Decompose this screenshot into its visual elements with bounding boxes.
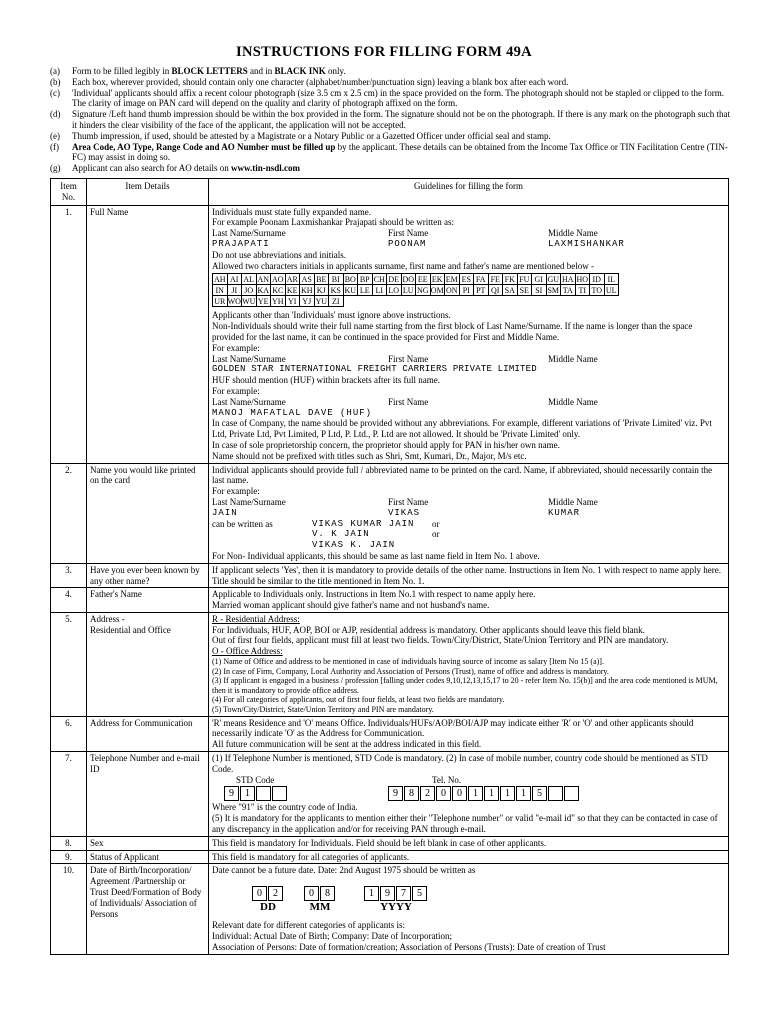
initial-cell: AS: [300, 274, 315, 285]
initial-cell: BI: [329, 274, 344, 285]
initial-cell: EE: [416, 274, 431, 285]
guideline-text: Allowed two characters initials in applicants surname, first name and father's name are mentioned below -: [212, 260, 594, 271]
table-row: [51, 836, 729, 850]
name-headers: [212, 228, 725, 239]
col-header-first: First Name: [388, 496, 429, 507]
instruction-marker: (a): [50, 66, 60, 76]
instruction-text: Signature /Left hand thumb impression should be within the box provided in the form. The signature should not be on the photograph. If there is any mark on the photograph such that it hinders the clear visibility of the face of the applicant, the application will not be accepted.: [72, 109, 730, 130]
instruction-marker: (d): [50, 109, 61, 120]
instruction-marker: (g): [50, 163, 61, 174]
item-number: 5.: [51, 612, 87, 716]
initial-cell: OM: [430, 285, 444, 295]
initial-cell: QI: [488, 285, 503, 296]
item-number: 6.: [51, 716, 87, 751]
item-label: [87, 612, 209, 716]
guideline-text: (5) It is mandatory for the applicants to mention either their "Telephone number" or valid "e-mail id" so that they can be contacted in case of any discrepancy in the application and/or for receiving PAN through e-mail.: [212, 813, 718, 835]
initial-cell: PI: [459, 285, 474, 296]
initial-cell: ON: [445, 285, 458, 295]
col-header-first: First Name: [388, 396, 429, 407]
guideline-text: This field is mandatory for Individuals. Field should be left blank in case of other applicants.: [209, 836, 729, 850]
instruction-list: [50, 66, 730, 174]
initial-cell: JI: [227, 285, 242, 296]
tel-digit-box: 9: [388, 786, 403, 801]
initial-cell: WU: [242, 296, 256, 306]
initial-cell: TI: [575, 285, 590, 296]
name-headers: [212, 497, 725, 508]
std-digit-box: [256, 786, 271, 801]
tel-digit-box: 1: [484, 786, 499, 801]
initial-cell: LO: [388, 285, 400, 295]
initial-cell: UL: [605, 285, 617, 295]
guideline-text: Where "91" is the country code of India.: [212, 802, 358, 813]
guidelines-table: [50, 178, 729, 955]
instruction-item: [50, 142, 730, 164]
initial-cell: AN: [257, 274, 270, 284]
table-row: [51, 864, 729, 954]
table-row: [51, 463, 729, 563]
item-label-line: Address -: [90, 613, 125, 624]
initial-cell: YH: [271, 296, 284, 306]
std-digit-box: 9: [224, 786, 239, 801]
initial-cell: CH: [373, 274, 385, 284]
guideline-text: In case of sole proprietorship concern, the proprietor should apply for PAN in his/her own name.: [212, 439, 560, 450]
item-number: 1.: [51, 205, 87, 463]
initial-cell: SE: [517, 285, 532, 296]
initial-cell: DE: [388, 274, 400, 284]
table-row: [51, 752, 729, 837]
tel-digit-box: 1: [516, 786, 531, 801]
initial-cell: KC: [272, 285, 284, 295]
tel-no-boxes: [388, 786, 580, 801]
guideline-subheading: R - Residential Address:: [212, 613, 300, 624]
item-guidelines: [209, 864, 729, 954]
alt-name: VIKAS KUMAR JAIN: [312, 518, 415, 529]
guideline-text: Individual: Actual Date of Birth; Company: Date of Incorporation;: [212, 931, 452, 942]
tel-digit-box: 1: [468, 786, 483, 801]
guideline-text: Association of Persons: Date of formation/creation; Association of Persons (Trusts): Date of creation of Trust: [212, 941, 606, 952]
initial-cell: GI: [532, 274, 547, 285]
dd-label: DD: [260, 901, 276, 914]
guideline-text: Applicable to Individuals only. Instructions in Item No.1 with respect to name apply here.: [212, 589, 536, 600]
col-header-last: Last Name/Surname: [212, 496, 286, 507]
instruction-marker: (b): [50, 76, 61, 87]
initial-cell: LE: [358, 285, 373, 296]
initial-cell: ZI: [329, 296, 344, 307]
initial-cell: ID: [590, 274, 605, 285]
initial-cell: UR: [214, 296, 226, 306]
initial-cell: FE: [488, 274, 503, 285]
guideline-text: For example:: [212, 342, 260, 353]
initial-cell: YI: [285, 296, 300, 307]
initial-cell: LU: [402, 285, 414, 295]
initial-cell: YE: [257, 296, 269, 306]
guideline-text: (1) If Telephone Number is mentioned, STD Code is mandatory. (2) In case of mobile number, country code should be mentioned as STD Code.: [212, 753, 708, 774]
initial-cell: FK: [503, 274, 518, 285]
table-row: [51, 850, 729, 864]
guideline-text: Individuals must state fully expanded name.: [212, 206, 371, 217]
guideline-text: (1) Name of Office and address to be mentioned in case of individuals having source of income as salary [Item No 15 (a)].: [212, 657, 604, 667]
initial-cell: YU: [315, 296, 328, 306]
item-guidelines: [209, 588, 729, 613]
instruction-marker: (e): [50, 130, 60, 141]
name-values: [212, 508, 725, 519]
col-header-middle: Middle Name: [548, 353, 598, 364]
initial-cell: EM: [445, 274, 458, 284]
initial-cell: JO: [242, 285, 257, 296]
initial-cell: DO: [402, 274, 415, 284]
initial-cell: KE: [286, 285, 298, 295]
instruction-text: Each box, wherever provided, should contain only one character (alphabet/number/punctuation sign) leaving a blank box after each word.: [72, 76, 569, 87]
guideline-text: Applicants other than 'Individuals' must ignore above instructions.: [212, 310, 451, 321]
alt-name: V. K JAIN: [312, 529, 370, 540]
instruction-item: [50, 163, 730, 174]
col-header-first: First Name: [388, 353, 429, 364]
initial-cell: LI: [372, 285, 387, 296]
guideline-text: Name should not be prefixed with titles such as Shri, Smt, Kumari, Dr., Major, M/s etc.: [212, 450, 527, 461]
col-header-first: First Name: [388, 228, 429, 239]
guideline-text: (3) If applicant is engaged in a business / profession [falling under codes 9,10,12,13,15,17 to 20 - refer Item No. 15(b)] and the area code mentioned is MUM, then it is mandatory to provide office address.: [212, 676, 718, 695]
guideline-text: HUF should mention (HUF) within brackets after its full name.: [212, 375, 440, 386]
item-label: Telephone Number and e-mail ID: [87, 752, 209, 837]
initial-cell: BP: [358, 274, 373, 285]
tel-digit-box: 2: [420, 786, 435, 801]
month-digit-box: 0: [304, 886, 319, 901]
item-label: Have you ever been known by any other name?: [87, 563, 209, 588]
guideline-text: Married woman applicant should give father's name and not husband's name.: [212, 600, 490, 611]
year-boxes: [364, 886, 428, 901]
item-guidelines: [209, 612, 729, 716]
initial-cell: AH: [213, 274, 226, 284]
table-row: [51, 205, 729, 463]
initial-cell: AI: [227, 274, 242, 285]
initial-cell: KS: [329, 285, 344, 296]
col-header-last: Last Name/Surname: [212, 228, 286, 239]
item-number: 2.: [51, 463, 87, 563]
tel-digit-box: 5: [532, 786, 547, 801]
instruction-text: Area Code, AO Type, Range Code and AO Number must be filled up by the applicant. These details can be obtained from the Income Tax Office or TIN Facilitation Centre (TIN-FC) may assist in doing so.: [72, 141, 728, 163]
item-number: 7.: [51, 752, 87, 837]
year-digit-box: 7: [396, 886, 411, 901]
guideline-text: Do not use abbreviations and initials.: [212, 249, 346, 260]
table-header-row: [51, 179, 729, 206]
example-last: JAIN: [212, 507, 238, 518]
page-title: INSTRUCTIONS FOR FILLING FORM 49A: [236, 44, 532, 60]
instruction-item: [50, 131, 730, 142]
instruction-text: Thumb impression, if used, should be attested by a Magistrate or a Notary Public or a Gazetted Officer under official seal and stamp.: [72, 130, 551, 141]
example-last: PRAJAPATI: [212, 238, 270, 249]
table-row: [51, 588, 729, 613]
initial-cell: KA: [257, 285, 270, 295]
item-label-line: Residential and Office: [90, 624, 171, 635]
header-guidelines: Guidelines for filling the form: [209, 179, 729, 206]
month-digit-box: 8: [320, 886, 335, 901]
instruction-item: [50, 66, 730, 77]
guideline-text: All future communication will be sent at the address indicated in this field.: [212, 739, 482, 750]
std-code-boxes: [224, 786, 288, 801]
guideline-text: (5) Town/City/District, State/Union Territory and PIN are mandatory.: [212, 705, 434, 715]
item-number: 3.: [51, 563, 87, 588]
item-label: Address for Communication: [87, 716, 209, 751]
guideline-text: For example:: [212, 486, 260, 497]
header-item-details: Item Details: [87, 179, 209, 206]
initial-cell: AL: [243, 274, 255, 284]
initial-cell: SM: [547, 285, 560, 295]
item-label: Status of Applicant: [87, 850, 209, 864]
instruction-text: 'Individual' applicants should affix a recent colour photograph (size 3.5 cm x 2.5 cm) in the space provided on the form. The photograph should not be stapled or clipped to the form. The clarity of image on PAN card will depend on the quality and clarity of photograph affixed on the form.: [72, 87, 724, 109]
tel-digit-box: 8: [404, 786, 419, 801]
initial-cell: IN: [213, 285, 228, 296]
table-row: [51, 612, 729, 716]
example-first: VIKAS: [388, 507, 421, 518]
item-number: 9.: [51, 850, 87, 864]
col-header-middle: Middle Name: [548, 496, 598, 507]
table-row: [51, 563, 729, 588]
tel-digit-box: [564, 786, 579, 801]
initial-cell: BO: [344, 274, 356, 284]
or-label: or: [432, 529, 440, 540]
instruction-item: [50, 88, 730, 110]
can-be-written-label: can be written as: [212, 518, 273, 529]
month-boxes: [304, 886, 336, 901]
name-headers: [212, 397, 725, 408]
tel-digit-box: 0: [452, 786, 467, 801]
guideline-subheading: O - Office Address:: [212, 646, 283, 657]
initial-cell: NG: [416, 285, 429, 295]
item-label: Full Name: [87, 205, 209, 463]
example-company-name: GOLDEN STAR INTERNATIONAL FREIGHT CARRIERS PRIVATE LIMITED: [212, 364, 537, 375]
instruction-item: [50, 109, 730, 131]
std-code-label: STD Code: [236, 774, 275, 785]
instruction-text: Form to be filled legibly in BLOCK LETTERS and in BLACK INK only.: [72, 66, 346, 76]
guideline-text: Non-Individuals should write their full name starting from the first block of Last Name/Surname. If the name is longer than the space provided for the last name, it can be continued in the space provided for First and Middle Name.: [212, 321, 693, 342]
guideline-text: If applicant selects 'Yes', then it is mandatory to provide details of the other name. Instructions in Item No. 1 with respect to name apply here. Title should be similar to the title mentioned in Item No. 1.: [209, 563, 729, 588]
instruction-text: Applicant can also search for AO details on www.tin-nsdl.com: [72, 163, 300, 174]
day-digit-box: 0: [252, 886, 267, 901]
year-digit-box: 9: [380, 886, 395, 901]
initial-cell: IL: [604, 274, 619, 285]
guideline-text: For Individuals, HUF, AOP, BOI or AJP, residential address is mandatory. Other applicants should leave this field blank.: [212, 624, 645, 635]
guideline-text: (2) In case of Firm, Company, Local Authority and Association of Persons (Trust), name of office and address is mandatory.: [212, 666, 609, 676]
tel-no-label: Tel. No.: [432, 774, 462, 785]
item-label: Father's Name: [87, 588, 209, 613]
day-boxes: [252, 886, 284, 901]
name-headers: [212, 354, 725, 365]
std-digit-box: [272, 786, 287, 801]
item-guidelines: [209, 463, 729, 563]
initial-cell: KJ: [314, 285, 329, 296]
col-header-last: Last Name/Surname: [212, 396, 286, 407]
initial-cell: TO: [591, 285, 603, 295]
guideline-text: This field is mandatory for all categories of applicants.: [209, 850, 729, 864]
item-number: 4.: [51, 588, 87, 613]
initial-cell: WO: [227, 296, 241, 306]
initial-cell: GU: [547, 274, 560, 284]
item-guidelines: [209, 205, 729, 463]
instruction-marker: (c): [50, 87, 60, 98]
guideline-text: 'R' means Residence and 'O' means Office. Individuals/HUFs/AOP/BOI/AJP may indicate either 'R' or 'O' and other applicants should necessarily indicate 'O' as the Address for Communication.: [212, 717, 694, 739]
initial-cell: AO: [271, 274, 284, 284]
initial-cell: FA: [474, 274, 489, 285]
std-digit-box: 1: [240, 786, 255, 801]
col-header-last: Last Name/Surname: [212, 353, 286, 364]
initial-cell: PT: [474, 285, 489, 296]
initial-cell: FU: [517, 274, 532, 285]
instruction-item: [50, 77, 730, 88]
initial-cell: KH: [300, 285, 313, 295]
year-digit-box: 1: [364, 886, 379, 901]
example-middle: LAXMISHANKAR: [548, 238, 625, 249]
initial-cell: HO: [576, 274, 589, 284]
initial-cell: YJ: [300, 296, 315, 307]
item-guidelines: [209, 752, 729, 837]
guideline-text: For example:: [212, 385, 260, 396]
item-number: 10.: [51, 864, 87, 954]
item-label: Date of Birth/Incorporation/ Agreement /Partnership or Trust Deed/Formation of Body of Individuals/ Association of Persons: [87, 864, 209, 954]
item-guidelines: [209, 716, 729, 751]
header-item-no: Item No.: [51, 179, 87, 206]
initial-cell: ES: [459, 274, 474, 285]
initial-cell: EK: [431, 274, 443, 284]
tel-digit-box: 1: [500, 786, 515, 801]
guideline-text: Relevant date for different categories of applicants is:: [212, 920, 406, 931]
table-row: [51, 716, 729, 751]
col-header-middle: Middle Name: [548, 396, 598, 407]
yyyy-label: YYYY: [380, 901, 412, 914]
initials-grid: [212, 273, 619, 307]
name-alternatives: [212, 519, 725, 551]
or-label: or: [432, 518, 440, 529]
item-number: 8.: [51, 836, 87, 850]
guideline-text: Date cannot be a future date. Date: 2nd August 1975 should be written as: [212, 865, 476, 876]
tel-digit-box: 0: [436, 786, 451, 801]
item-label: Sex: [87, 836, 209, 850]
item-label: Name you would like printed on the card: [87, 463, 209, 563]
col-header-middle: Middle Name: [548, 228, 598, 239]
guideline-text: (4) For all categories of applicants, out of first four fields, at least two fields are mandatory.: [212, 695, 505, 705]
alt-name: VIKAS K. JAIN: [312, 540, 396, 551]
tel-digit-box: [548, 786, 563, 801]
example-huf-name: MANOJ MAFATLAL DAVE (HUF): [212, 407, 373, 418]
initial-cell: AR: [286, 274, 298, 284]
mm-label: MM: [309, 901, 331, 914]
example-middle: KUMAR: [548, 507, 581, 518]
initial-cell: TA: [561, 285, 576, 296]
day-digit-box: 2: [268, 886, 283, 901]
year-digit-box: 5: [412, 886, 427, 901]
name-values: [212, 239, 725, 250]
guideline-text: Out of first four fields, applicant must fill at least two fields. Town/City/District, State/Union Territory and PIN are mandatory.: [212, 635, 669, 646]
initial-cell: KU: [344, 285, 357, 295]
guideline-text: For example Poonam Laxmishankar Prajapati should be written as:: [212, 217, 454, 228]
initial-cell: SI: [532, 285, 547, 296]
initial-cell: BE: [314, 274, 329, 285]
guideline-text: In case of Company, the name should be provided without any abbreviations. For example, different variations of 'Private Limited' viz. Pvt Ltd, Private Ltd, Pvt Limited, P Ltd, P. Ltd., P. Ltd are not allowed. It should be 'Private Limited' only.: [212, 418, 712, 440]
initial-cell: HA: [561, 274, 574, 284]
example-first: POONAM: [388, 238, 427, 249]
guideline-text: Individual applicants should provide full / abbreviated name to be printed on the card. Name, if abbreviated, should necessarily contain the last name.: [212, 464, 713, 486]
instruction-marker: (f): [50, 141, 59, 152]
guideline-text: For Non- Individual applicants, this should be same as last name field in Item No. 1 above.: [212, 550, 540, 561]
initial-cell: SA: [503, 285, 518, 296]
